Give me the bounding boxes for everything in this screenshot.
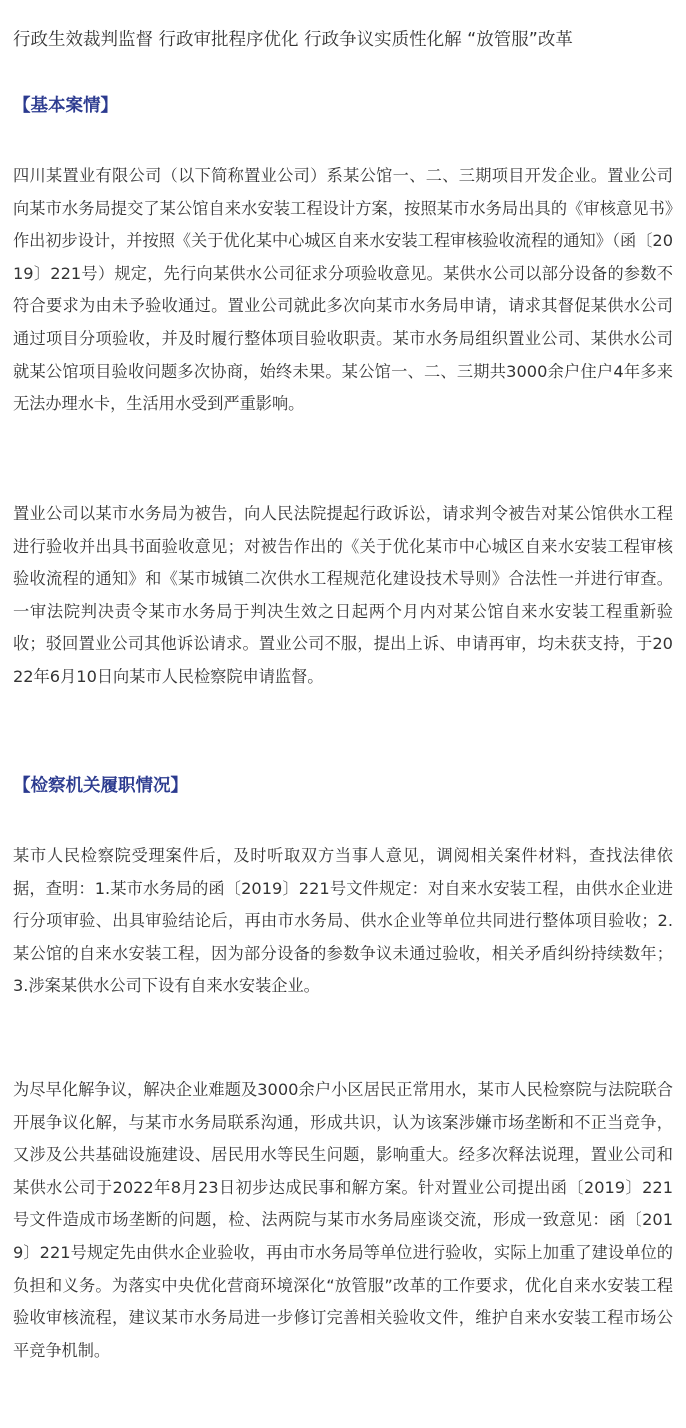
paragraph-basic-facts-1: 四川某置业有限公司（以下简称置业公司）系某公馆一、二、三期项目开发企业。置业公司向某市水务局提交了某公馆自来水安装工程设计方案，按照某市水务局出具的《审核意见书》作出初步设计，并按照《关于优化某中心城区自来水安装工程审核验收流程的通知》（函〔2019〕221号）规定，先行向某供水公司征求分项验收意见。某供水公司以部分设备的参数不符合要求为由未予验收通过。置业公司就此多次向某市水务局申请，请求其督促某供水公司通过项目分项验收，并及时履行整体项目验收职责。某市水务局组织置业公司、某供水公司就某公馆项目验收问题多次协商，始终未果。某公馆一、二、三期共3000余户住户4年多来无法办理水卡，生活用水受到严重影响。 <box>13 166 673 414</box>
paragraph-basic-facts-2: 置业公司以某市水务局为被告，向人民法院提起行政诉讼，请求判令被告对某公馆供水工程进行验收并出具书面验收意见；对被告作出的《关于优化某市中心城区自来水安装工程审核验收流程的通知》和《某市城镇二次供水工程规范化建设技术导则》合法性一并进行审查。一审法院判决责令某市水务局于判决生效之日起两个月内对某公馆自来水安装工程重新验收；驳回置业公司其他诉讼请求。置业公司不服，提出上诉、申请再审，均未获支持，于2022年6月10日向某市人民检察院申请监督。 <box>13 504 673 686</box>
paragraph-procuratorate-2: 为尽早化解争议，解决企业难题及3000余户小区居民正常用水，某市人民检察院与法院联合开展争议化解，与某市水务局联系沟通，形成共识，认为该案涉嫌市场垄断和不正当竞争，又涉及公共基础设施建设、居民用水等民生问题，影响重大。经多次释法说理，置业公司和某供水公司于2022年8月23日初步达成民事和解方案。针对置业公司提出函〔2019〕221号文件造成市场垄断的问题，检、法两院与某市水务局座谈交流，形成一致意见：函〔2019〕221号规定先由供水企业验收，再由市水务局等单位进行验收，实际上加重了建设单位的负担和义务。为落实中央优化营商环境深化“放管服”改革的工作要求，优化自来水安装工程验收审核流程，建议某市水务局进一步修订完善相关验收文件，维护自来水安装工程市场公平竞争机制。 <box>13 1080 673 1360</box>
section-heading-basic-facts: 【基本案情】 <box>13 96 118 116</box>
section-heading-procuratorate: 【检察机关履职情况】 <box>13 776 188 796</box>
paragraph-procuratorate-1: 某市人民检察院受理案件后，及时听取双方当事人意见，调阅相关案件材料，查找法律依据，查明：1.某市水务局的函〔2019〕221号文件规定：对自来水安装工程，由供水企业进行分项审验、出具审验结论后，再由市水务局、供水企业等单位共同进行整体项目验收；2.某公馆的自来水安装工程，因为部分设备的参数争议未通过验收，相关矛盾纠纷持续数年；3.涉案某供水公司下设有自来水安装企业。 <box>13 846 673 996</box>
article-title: 行政生效裁判监督 行政审批程序优化 行政争议实质性化解 “放管服”改革 <box>13 30 573 50</box>
